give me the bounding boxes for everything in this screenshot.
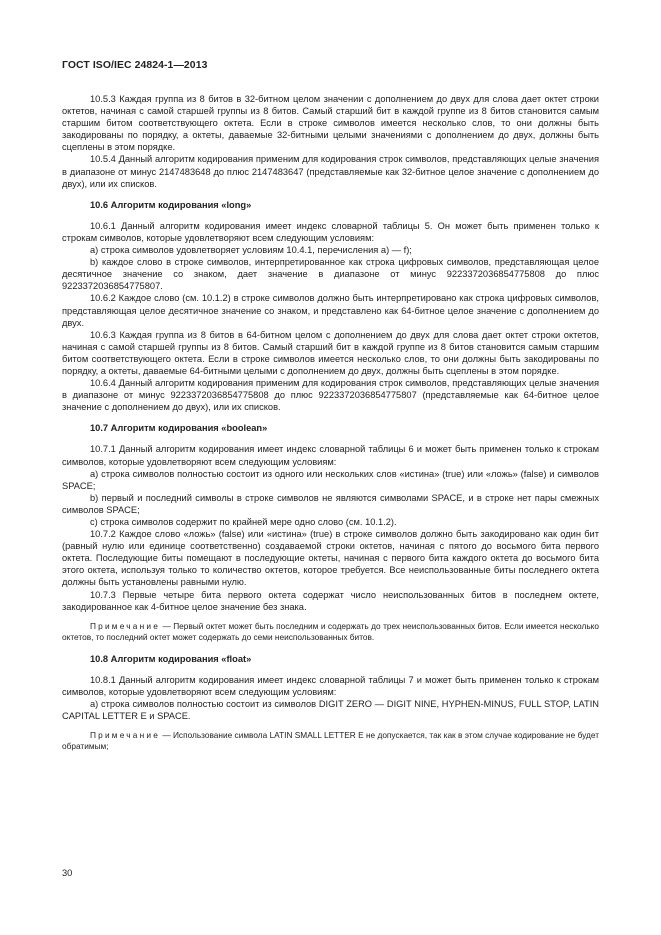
page-number: 30 <box>62 868 73 878</box>
list-item-c: c) строка символов содержит по крайней мере одно слово (см. 10.1.2). <box>90 517 397 527</box>
paragraph-10-6-2: 10.6.2 Каждое слово (см. 10.1.2) в строке символов должно быть интерпретировано как строка цифровых символов, представляющая целое десятичное значение со знаком, и представлено как 64-битное целое значение с дополнением до двух. <box>62 293 599 328</box>
paragraph-10-8-1: 10.8.1 Данный алгоритм кодирования имеет индекс словарной таблицы 7 и может быть применен только к строкам символов, которые удовлетворяют всем следующим условиям: <box>62 674 599 697</box>
paragraph-10-7-3: 10.7.3 Первые четыре бита первого октета содержат число неиспользованных битов в последнем октете, закодированное как 4-битное целое значение без знака. <box>62 589 599 612</box>
note-label: Примечание <box>90 730 161 741</box>
list-item-a: a) строка символов полностью состоит из одного или нескольких слов «истина» (true) или «ложь» (false) и символов SPACE; <box>62 468 599 491</box>
note-10-8 <box>62 730 599 753</box>
list-item-b: b) первый и последний символы в строке символов не являются символами SPACE, и в строке нет пары смежных символов SPACE; <box>62 492 599 515</box>
note-text: — Использование символа LATIN SMALL LETTER E не допускается, так как в этом случае кодирование не будет обратимым; <box>62 730 599 752</box>
document-body <box>62 93 599 753</box>
section-heading-10-6: 10.6 Алгоритм кодирования «long» <box>90 199 252 210</box>
section-heading-10-7: 10.7 Алгоритм кодирования «boolean» <box>90 423 268 434</box>
list-item-a: a) строка символов полностью состоит из символов DIGIT ZERO — DIGIT NINE, HYPHEN-MINUS, FULL STOP, LATIN CAPITAL LETTER E и SPACE. <box>62 698 599 721</box>
paragraph-10-5-4: 10.5.4 Данный алгоритм кодирования применим для кодирования строк символов, представляющих целые значения в диапазоне от минус 2147483648 до плюс 2147483647 (представляемые как 32-битное целое значение с дополнением до двух), или их списков. <box>62 154 599 189</box>
paragraph-10-7-2: 10.7.2 Каждое слово «ложь» (false) или «истина» (true) в строке символов должно быть закодировано как один бит (равный нулю или единице соответственно) создаваемой строки октетов, начиная с пятого до восьмого бита первого октета. Последующие биты помещают в последующие октеты, начиная с первого бита каждого октета до восьмого бита этого октета, используя только то количество октетов, которое требуется. Все неиспользованные биты последнего октета должны быть установлены равными нулю. <box>62 529 599 588</box>
note-text: — Первый октет может быть последним и содержать до трех неиспользованных битов. Если имеется несколько октетов, то последний октет может содержать до семи неиспользованных битов. <box>62 620 599 643</box>
note-10-7 <box>62 621 599 644</box>
paragraph-10-6-1: 10.6.1 Данный алгоритм кодирования имеет индекс словарной таблицы 5. Он может быть применен только к строкам символов, которые удовлетворяют всем следующим условиям: <box>62 220 599 243</box>
list-item-a: a) строка символов удовлетворяет условиям 10.4.1, перечисления а) — f); <box>90 245 412 256</box>
paragraph-10-7-1: 10.7.1 Данный алгоритм кодирования имеет индекс словарной таблицы 6 и может быть применен только к строкам символов, которые удовлетворяют всем следующим условиям: <box>62 444 599 467</box>
list-item-b: b) каждое слово в строке символов, интерпретированное как строка цифровых символов, представляющая целое десятичное значение со знаком, дает значение в диапазоне от минус 9223372036854775808 до плюс 9223372036854775807. <box>62 257 599 292</box>
document-header: ГОСТ ISO/IEC 24824-1—2013 <box>62 60 208 71</box>
paragraph-10-6-3: 10.6.3 Каждая группа из 8 битов в 64-битном целом с дополнением до двух для слова дает октет строки октетов, начиная с самой старшей группы из 8 битов. Самый старший бит в каждой группе из 8 битов становится самым старшим битом соответствующего октета. Если в строке символов имеется несколько слов, то они должны быть закодированы по порядку, а октеты, даваемые 64-битными целыми с дополнением до двух, должны быть сцеплены в этом порядке. <box>62 329 599 376</box>
note-label: Примечание <box>90 620 161 631</box>
paragraph-10-5-3: 10.5.3 Каждая группа из 8 битов в 32-битном целом значении с дополнением до двух для слова дает октет строки октетов, начиная с самой старшей группы из 8 битов. Самый старший бит в каждой группе из 8 битов становится самым старшим битом соответствующего октета. Если в строке символов имеется несколько слов, то они должны быть закодированы по порядку, а октеты, даваемые 32-битными целыми значениями с дополнением до двух, должны быть сцеплены в этом порядке. <box>62 94 599 153</box>
paragraph-10-6-4: 10.6.4 Данный алгоритм кодирования применим для кодирования строк символов, представляющих целые значения в диапазоне от минус 9223372036854775808 до плюс 9223372036854775807 (представляемые как 64-битное целое значение с дополнением до двух), или их списков. <box>62 378 599 413</box>
section-heading-10-8: 10.8 Алгоритм кодирования «float» <box>90 653 252 664</box>
